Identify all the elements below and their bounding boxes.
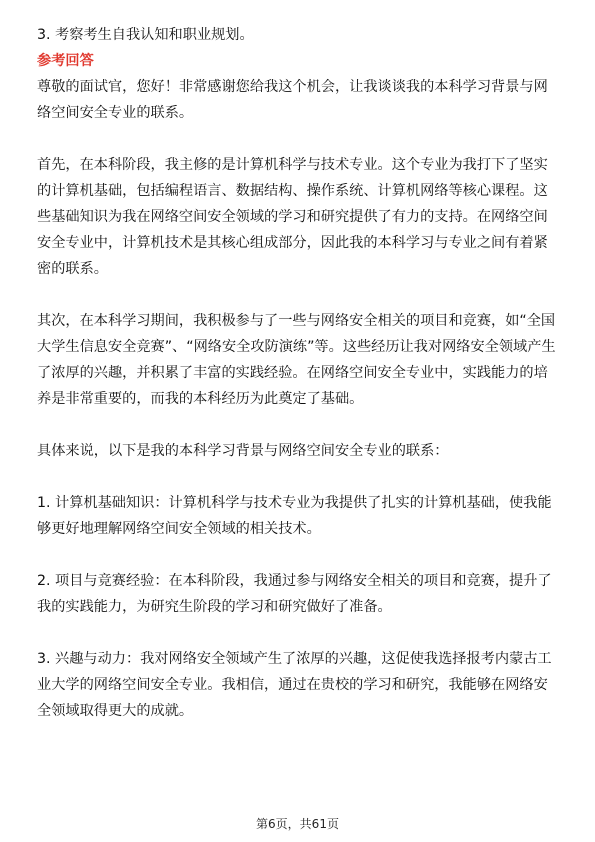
paragraph-gap [37,620,565,646]
paragraph-line: 够更好地理解网络空间安全领域的相关技术。 [37,521,321,537]
paragraph-line: 些基础知识为我在网络空间安全领域的学习和研究提供了有力的支持。在网络空间 [37,209,548,225]
paragraph-line: 其次，在本科学习期间，我积极参与了一些与网络安全相关的项目和竞赛，如“全国 [37,313,556,329]
paragraph [37,646,565,724]
question-item: 3. 考察考生自我认知和职业规划。 [37,27,254,43]
paragraph [37,152,565,282]
paragraph-gap [37,542,565,568]
page-content [37,22,565,724]
paragraph-line: 了浓厚的兴趣，并积累了丰富的实践经验。在网络空间安全专业中，实践能力的培 [37,365,548,381]
answer-heading: 参考回答 [37,53,94,69]
paragraph-line: 2. 项目与竞赛经验：在本科阶段，我通过参与网络安全相关的项目和竞赛，提升了 [37,573,552,589]
paragraph-line: 络空间安全专业的联系。 [37,105,194,121]
paragraph-line: 3. 兴趣与动力：我对网络安全领域产生了浓厚的兴趣，这促使我选择报考内蒙古工 [37,651,552,667]
paragraph [37,568,565,620]
paragraph [37,438,565,464]
paragraph-gap [37,126,565,152]
paragraph-line: 密的联系。 [37,261,108,277]
paragraph-line: 具体来说，以下是我的本科学习背景与网络空间安全专业的联系： [37,443,449,459]
paragraph-line: 我的实践能力，为研究生阶段的学习和研究做好了准备。 [37,599,392,615]
paragraph-line: 首先，在本科阶段，我主修的是计算机科学与技术专业。这个专业为我打下了坚实 [37,157,548,173]
paragraph-line: 的计算机基础，包括编程语言、数据结构、操作系统、计算机网络等核心课程。这 [37,183,548,199]
answer-body [37,74,565,724]
paragraph-line: 全领域取得更大的成就。 [37,703,194,719]
paragraph [37,490,565,542]
paragraph [37,74,565,126]
paragraph-gap [37,464,565,490]
paragraph-line: 业大学的网络空间安全专业。我相信，通过在贵校的学习和研究，我能够在网络安 [37,677,548,693]
paragraph-line: 尊敬的面试官，您好！非常感谢您给我这个机会，让我谈谈我的本科学习背景与网 [37,79,548,95]
page-footer: 第6页，共61页 [256,817,339,831]
paragraph-line: 养是非常重要的，而我的本科经历为此奠定了基础。 [37,391,364,407]
paragraph-line: 大学生信息安全竞赛”、“网络安全攻防演练”等。这些经历让我对网络安全领域产生 [37,339,556,355]
paragraph-line: 安全专业中，计算机技术是其核心组成部分，因此我的本科学习与专业之间有着紧 [37,235,548,251]
paragraph [37,308,565,412]
paragraph-gap [37,282,565,308]
paragraph-line: 1. 计算机基础知识：计算机科学与技术专业为我提供了扎实的计算机基础，使我能 [37,495,552,511]
paragraph-gap [37,412,565,438]
